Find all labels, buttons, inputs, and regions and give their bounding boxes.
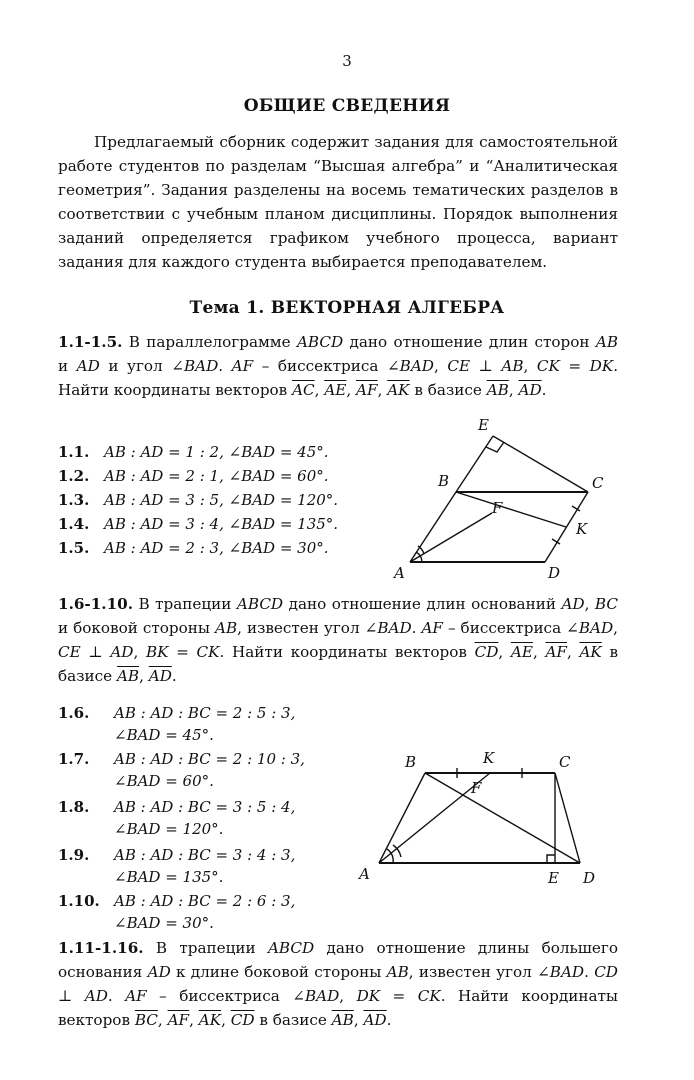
text-fragment: дано отношение длин оснований (283, 595, 562, 613)
text-fragment: . (107, 987, 126, 1005)
vector: $\overline{AB}$ (486, 381, 509, 399)
text-fragment: . (411, 619, 422, 637)
text-fragment: . Найти координаты векторов (58, 987, 619, 1029)
text-fragment: – биссектриса (253, 357, 387, 375)
option-text: AB : AD = 2 : 3, ∠BAD = 30°. (104, 539, 329, 557)
option-number: 1.6. (58, 704, 90, 722)
text-fragment: , (584, 595, 595, 613)
segment-bk (456, 492, 566, 527)
label-e: E (548, 869, 559, 887)
option-angle-text: ∠BAD = 135°. (114, 868, 224, 886)
text-fragment: , известен угол (237, 619, 365, 637)
text-fragment: . Найти координаты векторов (219, 643, 475, 661)
option-number: 1.10. (58, 892, 100, 910)
text-fragment: , (613, 619, 618, 637)
page-number: 3 (342, 52, 352, 70)
vector: $\overline{AF}$ (356, 381, 378, 399)
option-row (58, 512, 338, 536)
text-fragment: , (346, 381, 357, 399)
math: ∠BAD (566, 619, 614, 637)
text-fragment: и угол (99, 357, 172, 375)
label-b: B (405, 753, 417, 771)
angle-arc (418, 546, 424, 554)
option-number: 1.7. (58, 750, 90, 768)
label-f: F (492, 499, 503, 517)
vector: $\overline{AD}$ (363, 1011, 387, 1029)
text-fragment: , (566, 643, 580, 661)
math: AD (561, 595, 585, 613)
option-text: AB : AD = 3 : 5, ∠BAD = 120°. (104, 491, 339, 509)
label-k: K (576, 520, 588, 538)
label-c: C (559, 753, 571, 771)
text-fragment: , (157, 1011, 168, 1029)
option-number: 1.1. (58, 443, 90, 461)
vector: $\overline{AE}$ (324, 381, 347, 399)
option-number: 1.9. (58, 846, 90, 864)
topic-title: Тема 1. ВЕКТОРНАЯ АЛГЕБРА (189, 298, 505, 318)
text-fragment: , (523, 357, 537, 375)
label-k: K (483, 749, 495, 767)
option-number: 1.2. (58, 467, 90, 485)
option-text: AB : AD = 2 : 1, ∠BAD = 60°. (104, 467, 329, 485)
text-fragment: . (171, 667, 177, 685)
vector: $\overline{AE}$ (510, 643, 533, 661)
option-angle (114, 910, 214, 936)
text-fragment: . (218, 357, 232, 375)
math: AF (231, 357, 254, 375)
math: BK = CK (145, 643, 220, 661)
math: DK = CK (356, 987, 441, 1005)
math: CD ⊥ AD (58, 963, 618, 1005)
side-ab (379, 773, 425, 863)
problem-number: 1.11-1.16. (58, 939, 144, 957)
text-fragment: в базисе (254, 1011, 332, 1029)
text-fragment: , (433, 357, 448, 375)
side-cd (555, 773, 580, 863)
math: ABCD (267, 939, 315, 957)
text-fragment: , (498, 643, 511, 661)
right-angle-mark (547, 855, 555, 863)
vector: $\overline{AB}$ (116, 667, 140, 685)
text-fragment: , (133, 643, 146, 661)
text-fragment: . (386, 1011, 392, 1029)
text-fragment: дано отношение длин сторон (343, 333, 596, 351)
option-ratio: AB : AD : BC = 3 : 5 : 4, (114, 798, 296, 816)
math: AB (386, 963, 409, 981)
math: CE ⊥ AD (58, 643, 134, 661)
math: AF (125, 987, 147, 1005)
option-number: 1.5. (58, 539, 90, 557)
text-fragment: , (339, 987, 357, 1005)
option-number: 1.4. (58, 515, 90, 533)
math: ∠BAD (292, 987, 340, 1005)
side-ab (410, 492, 456, 562)
problem-number: 1.6-1.10. (58, 595, 134, 613)
option-angle-text: ∠BAD = 45°. (114, 726, 214, 744)
text-fragment: . (584, 963, 595, 981)
vector: $\overline{AB}$ (331, 1011, 354, 1029)
vector: $\overline{BC}$ (134, 1011, 158, 1029)
option-number: 1.8. (58, 798, 90, 816)
math: ∠BAD (386, 357, 434, 375)
math: AB (214, 619, 238, 637)
label-a: A (359, 865, 370, 883)
problem-1-statement (58, 330, 618, 402)
text-fragment: дано отношение длины большего основания (58, 939, 618, 981)
label-c: C (592, 474, 604, 492)
option-ratio: AB : AD : BC = 3 : 4 : 3, (114, 846, 296, 864)
math: AD (147, 963, 171, 981)
text-fragment: В параллелограмме (122, 333, 297, 351)
math: CE ⊥ AB (447, 357, 524, 375)
vector: $\overline{CD}$ (230, 1011, 255, 1029)
perpendicular-ce (493, 436, 588, 492)
text-fragment: – биссектриса (442, 619, 567, 637)
option-row (58, 464, 329, 488)
math: ABCD (236, 595, 284, 613)
math: CK = DK (536, 357, 614, 375)
vector: $\overline{AD}$ (148, 667, 172, 685)
problem-3-statement (58, 936, 618, 1032)
text-fragment: и боковой стороны (58, 619, 215, 637)
text-fragment: в базисе (409, 381, 487, 399)
text-fragment: в базисе (58, 643, 619, 685)
intro-title: ОБЩИЕ СВЕДЕНИЯ (243, 96, 451, 116)
text-fragment: , (353, 1011, 364, 1029)
option-angle-text: ∠BAD = 30°. (114, 914, 214, 932)
text-fragment: В трапеции (143, 939, 268, 957)
math: AD (76, 357, 100, 375)
vector: $\overline{AK}$ (198, 1011, 222, 1029)
text-fragment: , (377, 381, 388, 399)
text-fragment: . Найти координаты векторов (58, 357, 619, 399)
label-e: E (478, 416, 489, 434)
text-fragment: В трапеции (133, 595, 237, 613)
option-angle (114, 864, 223, 890)
math: ∠BAD (364, 619, 412, 637)
math: BC (594, 595, 618, 613)
option-row (58, 536, 329, 560)
vector: $\overline{AF}$ (167, 1011, 190, 1029)
option-text: AB : AD = 1 : 2, ∠BAD = 45°. (104, 443, 329, 461)
option-angle (114, 768, 214, 794)
math: AB (595, 333, 618, 351)
text-fragment: и (58, 357, 77, 375)
math: ABCD (296, 333, 344, 351)
math: ∠BAD (171, 357, 219, 375)
label-f: F (471, 779, 482, 797)
vector: $\overline{AC}$ (292, 381, 315, 399)
text-fragment: , (508, 381, 519, 399)
text-fragment: , (221, 1011, 231, 1029)
problem-number: 1.1-1.5. (58, 333, 123, 351)
text-fragment: к длине боковой стороны (170, 963, 387, 981)
math: ∠BAD (537, 963, 585, 981)
option-number: 1.3. (58, 491, 90, 509)
problem-2-statement (58, 592, 618, 688)
option-row (58, 488, 338, 512)
label-d: D (583, 869, 596, 887)
math: AF (421, 619, 443, 637)
text-fragment: . (541, 381, 547, 399)
vector: $\overline{CD}$ (474, 643, 499, 661)
option-angle (114, 722, 214, 748)
option-ratio: AB : AD : BC = 2 : 6 : 3, (114, 892, 296, 910)
parallelogram-figure (380, 412, 620, 587)
text-fragment: , (189, 1011, 199, 1029)
text-fragment: , известен угол (408, 963, 538, 981)
option-angle-text: ∠BAD = 120°. (114, 820, 224, 838)
vector: $\overline{AD}$ (518, 381, 542, 399)
text-fragment: , (532, 643, 546, 661)
option-ratio: AB : AD : BC = 2 : 10 : 3, (114, 750, 305, 768)
label-a: A (394, 564, 405, 582)
text-fragment: – биссектриса (146, 987, 293, 1005)
option-angle (114, 816, 223, 842)
vector: $\overline{AF}$ (545, 643, 567, 661)
intro-paragraph (58, 130, 618, 274)
label-d: D (548, 564, 561, 582)
trapezoid-figure (355, 745, 605, 895)
extension-be (456, 436, 493, 492)
text-fragment: , (314, 381, 325, 399)
vector: $\overline{AK}$ (579, 643, 602, 661)
intro-text: Предлагаемый сборник содержит задания для самостоятельной работе студентов по разделам “Высшая алгебра” и “Аналитическая геометрия”. Задания разделены на восемь тематических разделов в соответствии с учебным планом дисциплины. Порядок выполнения заданий определяется графиком учебного процесса, вариант задания для каждого студента выбирается преподавателем. (58, 133, 618, 271)
label-b: B (438, 472, 450, 490)
option-angle-text: ∠BAD = 60°. (114, 772, 214, 790)
option-row (58, 440, 329, 464)
option-ratio: AB : AD : BC = 2 : 5 : 3, (114, 704, 296, 722)
diagonal-bd (425, 773, 580, 863)
vector: $\overline{AK}$ (387, 381, 410, 399)
bisector-af (410, 513, 492, 562)
text-fragment: , (139, 667, 149, 685)
option-text: AB : AD = 3 : 4, ∠BAD = 135°. (104, 515, 339, 533)
